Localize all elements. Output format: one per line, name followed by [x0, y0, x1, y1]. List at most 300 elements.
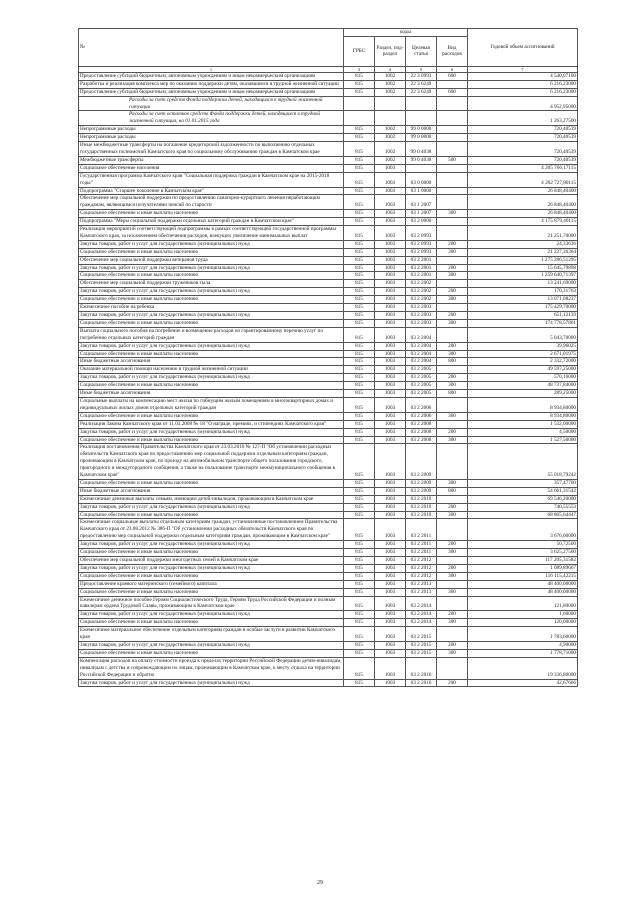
row-razdel: 1003: [375, 280, 406, 288]
row-grbs: 815: [344, 420, 375, 428]
row-grbs: 815: [344, 358, 375, 366]
row-name: Государственная программа Камчатского края "Социальная поддержка граждан в Камчатском крае на 2015-2018 годы": [79, 172, 344, 187]
row-name: Закупка товаров, работ и услуг для государственных (муниципальных) нужд: [79, 641, 344, 649]
row-expense-type: [437, 444, 468, 480]
row-expense-type: 300: [437, 649, 468, 657]
row-name: Иные межбюджетные трансферты на погашение кредиторской задолженности по выполнению отдельных государственных полномочий Камчатского края по социальному обслуживанию граждан в Камчатском крае: [79, 142, 344, 157]
row-razdel: 1003: [375, 366, 406, 374]
row-grbs: 815: [344, 580, 375, 588]
row-expense-type: 200: [437, 503, 468, 511]
row-expense-type: 300: [437, 588, 468, 596]
row-grbs: [344, 96, 375, 111]
table-row: [79, 88, 578, 96]
row-grbs: 815: [344, 549, 375, 557]
row-grbs: 815: [344, 280, 375, 288]
row-expense-type: 300: [437, 436, 468, 444]
row-target-article: 03 2 2016: [406, 679, 437, 687]
table-row: [79, 111, 578, 126]
row-grbs: 815: [344, 72, 375, 80]
row-amount: 8 934,80000: [468, 412, 578, 420]
row-name: Ежемесячные социальные выплаты отдельным категориям граждан, установленные постановлением Правительства Камчатского края от 23.08.2012 № 386-П "Об установлении расходных обязательств Камчатского края по предоставлению мер социальной поддержки отдельным категориям граждан, проживающим в Камчатском крае": [79, 519, 344, 541]
table-row: [79, 142, 578, 157]
column-number: 6: [437, 66, 468, 72]
row-grbs: 815: [344, 350, 375, 358]
row-amount: 1 527,50000: [468, 436, 578, 444]
table-body: [79, 72, 578, 687]
table-row: [79, 366, 578, 374]
row-target-article: 03 2 2006: [406, 397, 437, 412]
table-row: [79, 428, 578, 436]
row-target-article: 03 2 2003: [406, 304, 437, 312]
row-expense-type: 200: [437, 641, 468, 649]
row-grbs: 815: [344, 134, 375, 142]
row-grbs: 815: [344, 164, 375, 172]
row-razdel: 1003: [375, 679, 406, 687]
row-amount: 4 175 879,40115: [468, 218, 578, 226]
table-row: [79, 226, 578, 241]
row-razdel: 1002: [375, 134, 406, 142]
row-grbs: 815: [344, 256, 375, 264]
row-razdel: 1003: [375, 350, 406, 358]
row-target-article: [406, 164, 437, 172]
row-razdel: 1002: [375, 126, 406, 134]
row-razdel: 1002: [375, 88, 406, 96]
row-razdel: 1003: [375, 288, 406, 296]
row-expense-type: 300: [437, 619, 468, 627]
row-grbs: 815: [344, 428, 375, 436]
row-name: Закупка товаров, работ и услуг для государственных (муниципальных) нужд: [79, 541, 344, 549]
row-amount: 54 661,31542: [468, 487, 578, 495]
row-amount: 116 115,42215: [468, 572, 578, 580]
row-grbs: 815: [344, 272, 375, 280]
row-target-article: 03 2 2005: [406, 366, 437, 374]
table-row: [79, 312, 578, 320]
table-row: [79, 264, 578, 272]
row-expense-type: 300: [437, 479, 468, 487]
table-row: [79, 495, 578, 503]
row-razdel: 1003: [375, 172, 406, 187]
row-expense-type: [437, 126, 468, 134]
table-row: [79, 240, 578, 248]
row-razdel: 1003: [375, 390, 406, 398]
table-row: [79, 374, 578, 382]
row-razdel: 1003: [375, 187, 406, 195]
row-name: Обеспечение мер социальной поддержки тружеников тыла: [79, 280, 344, 288]
row-target-article: 03 2 0993: [406, 240, 437, 248]
row-target-article: 03 1 2007: [406, 195, 437, 210]
row-target-article: 03 2 2001: [406, 256, 437, 264]
row-target-article: 03 0 0000: [406, 172, 437, 187]
table-row: [79, 611, 578, 619]
row-target-article: 03 1 2007: [406, 210, 437, 218]
table-row: [79, 350, 578, 358]
table-row: [79, 627, 578, 642]
row-target-article: 03 2 2005: [406, 382, 437, 390]
table-row: [79, 572, 578, 580]
row-expense-type: [437, 327, 468, 342]
row-amount: 55 018,79242: [468, 444, 578, 480]
row-amount: 720,40539: [468, 134, 578, 142]
header-expense-type: Вид расходов: [437, 36, 468, 66]
table-row: [79, 327, 578, 342]
row-name: Непрограммные расходы: [79, 126, 344, 134]
row-amount: 6 216,23000: [468, 80, 578, 88]
row-grbs: 815: [344, 319, 375, 327]
table-row: [79, 580, 578, 588]
row-expense-type: 300: [437, 272, 468, 280]
table-row: [79, 304, 578, 312]
table-row: [79, 444, 578, 480]
table-row: [79, 256, 578, 264]
row-expense-type: [437, 142, 468, 157]
row-amount: 42,67666: [468, 679, 578, 687]
row-grbs: 815: [344, 649, 375, 657]
row-target-article: 03 2 2003: [406, 319, 437, 327]
row-amount: 4 205 766,17115: [468, 164, 578, 172]
row-amount: 26 848,40400: [468, 210, 578, 218]
row-target-article: 03 2 2001: [406, 272, 437, 280]
row-name: Социальное обеспечение и иные выплаты населению: [79, 649, 344, 657]
row-target-article: 03 2 2015: [406, 627, 437, 642]
row-amount: 720,40539: [468, 142, 578, 157]
row-target-article: 03 2 0000: [406, 218, 437, 226]
row-name: Социальное обеспечение и иные выплаты населению: [79, 296, 344, 304]
row-razdel: 1003: [375, 272, 406, 280]
table-row: [79, 649, 578, 657]
row-amount: 1 089,89667: [468, 564, 578, 572]
row-target-article: 03 2 2011: [406, 549, 437, 557]
row-target-article: 03 2 0993: [406, 248, 437, 256]
row-name: Закупка товаров, работ и услуг для государственных (муниципальных) нужд: [79, 374, 344, 382]
row-target-article: 03 2 2010: [406, 495, 437, 503]
row-razdel: 1003: [375, 596, 406, 611]
row-amount: 6 216,23000: [468, 88, 578, 96]
row-name: Социальное обеспечение и иные выплаты населению: [79, 572, 344, 580]
row-grbs: [344, 111, 375, 126]
table-row: [79, 187, 578, 195]
column-number: 1: [79, 66, 344, 72]
row-expense-type: [437, 519, 468, 541]
budget-table: [78, 28, 578, 687]
row-name: Реализация Закона Камчатского края от 11.03.2008 № 18 "О награде, премиях, и стипендиях Камчатского края": [79, 420, 344, 428]
row-amount: 19 336,80000: [468, 657, 578, 679]
row-grbs: 815: [344, 195, 375, 210]
row-target-article: 03 2 2008: [406, 436, 437, 444]
row-amount: 289,25000: [468, 390, 578, 398]
row-target-article: 03 2 2005: [406, 374, 437, 382]
row-expense-type: 300: [437, 511, 468, 519]
row-target-article: 99 0 4038: [406, 156, 437, 164]
row-name: Компенсация расходов на оплату стоимости проезда к пределах территории Российской Федерации детям-инвалидам, инвалидам с детства и сопровождающим их лицам, проживающим в Камчатском крае, к месту отдыха на территории Российской Федерации и обратно: [80, 657, 342, 678]
row-razdel: 1003: [375, 342, 406, 350]
table-row: [79, 511, 578, 519]
row-grbs: 815: [344, 187, 375, 195]
row-target-article: 03 2 2015: [406, 649, 437, 657]
row-amount: 117 205,31582: [468, 557, 578, 565]
row-amount: 720,40539: [468, 156, 578, 164]
row-name: Социальное обеспечение и иные выплаты населению: [79, 319, 344, 327]
row-razdel: 1003: [375, 580, 406, 588]
row-expense-type: [437, 657, 468, 679]
row-expense-type: 200: [437, 342, 468, 350]
row-grbs: 815: [344, 264, 375, 272]
row-expense-type: 200: [437, 374, 468, 382]
row-expense-type: 300: [437, 549, 468, 557]
row-amount: 1 778,71000: [468, 649, 578, 657]
row-razdel: 1003: [375, 495, 406, 503]
row-expense-type: [437, 172, 468, 187]
row-target-article: 03 2 2012: [406, 564, 437, 572]
page-number: 29: [317, 880, 323, 886]
row-name: Разработка и реализация комплекса мер по оказанию поддержки детям, оказавшимся в трудной жизненной ситуации: [79, 80, 344, 88]
row-razdel: 1002: [375, 80, 406, 88]
table-row: [79, 172, 578, 187]
row-expense-type: [437, 226, 468, 241]
row-target-article: 22 3 6249: [406, 80, 437, 88]
row-amount: 48 400,00000: [468, 588, 578, 596]
row-expense-type: 200: [437, 240, 468, 248]
table-row: [79, 164, 578, 172]
row-amount: 1 275 286,51295: [468, 256, 578, 264]
row-name: Реализация мероприятий соответствующей подпрограммы в рамках соответствующей государственной программы Камчатского края, за исключением обеспечения расходов, влекущих увеличение минимальных выплат: [79, 226, 344, 241]
row-expense-type: 200: [437, 264, 468, 272]
row-grbs: 815: [344, 156, 375, 164]
row-name: Ежемесячное пособие на ребенка: [79, 304, 344, 312]
row-razdel: 1003: [375, 487, 406, 495]
row-expense-type: [437, 111, 468, 126]
row-amount: 175 429,70000: [468, 304, 578, 312]
row-razdel: 1003: [375, 358, 406, 366]
row-grbs: 815: [344, 304, 375, 312]
row-name: Обеспечение мер социальной поддержки многодетных семей в Камчатском крае: [79, 557, 344, 565]
table-row: [79, 342, 578, 350]
row-name: Социальное обеспечение и иные выплаты населению: [79, 412, 344, 420]
row-amount: 4,90000: [468, 641, 578, 649]
row-grbs: 815: [344, 397, 375, 412]
table-row: [79, 420, 578, 428]
row-grbs: 815: [344, 436, 375, 444]
row-target-article: 03 2 2014: [406, 596, 437, 611]
row-amount: 13 241,69000: [468, 280, 578, 288]
row-razdel: 1003: [375, 382, 406, 390]
row-razdel: 1003: [375, 256, 406, 264]
row-expense-type: [437, 195, 468, 210]
row-grbs: 815: [344, 342, 375, 350]
table-row: [79, 218, 578, 226]
row-grbs: 815: [344, 126, 375, 134]
row-target-article: [406, 111, 437, 126]
row-razdel: 1003: [375, 210, 406, 218]
row-razdel: 1003: [375, 503, 406, 511]
row-name: Предоставление субсидий бюджетным, автономным учреждениям и иным некоммерческим организациям: [79, 88, 344, 96]
row-grbs: 815: [344, 541, 375, 549]
row-razdel: 1002: [375, 156, 406, 164]
row-name: Обеспечение мер социальной поддержки ветеранов труда: [79, 256, 344, 264]
table-row: [79, 412, 578, 420]
row-grbs: 815: [344, 374, 375, 382]
row-target-article: 03 2 2005: [406, 390, 437, 398]
row-grbs: 815: [344, 611, 375, 619]
row-razdel: 1003: [375, 226, 406, 241]
row-expense-type: 800: [437, 390, 468, 398]
row-grbs: 815: [344, 366, 375, 374]
row-razdel: 1003: [375, 588, 406, 596]
row-expense-type: 200: [437, 679, 468, 687]
row-name: Закупка товаров, работ и услуг для государственных (муниципальных) нужд: [79, 342, 344, 350]
row-name: Иные бюджетные ассигнования: [79, 487, 344, 495]
row-razdel: 1003: [375, 264, 406, 272]
row-razdel: 1003: [375, 641, 406, 649]
row-grbs: 815: [344, 88, 375, 96]
row-amount: 13 071,08237: [468, 296, 578, 304]
row-amount: 48 737,84000: [468, 382, 578, 390]
row-name: Оказание материальной помощи населению в трудной жизненной ситуации: [79, 366, 344, 374]
row-name: Закупка товаров, работ и услуг для государственных (муниципальных) нужд: [79, 611, 344, 619]
row-name: Ежемесячное материальное обеспечение отдельным категориям граждан в особые заслуги в развитии Камчатского края: [79, 627, 344, 642]
row-name: Закупка товаров, работ и услуг для государственных (муниципальных) нужд: [79, 679, 344, 687]
row-grbs: 815: [344, 288, 375, 296]
row-target-article: 03 2 2013: [406, 588, 437, 596]
row-name: Закупка товаров, работ и услуг для государственных (муниципальных) нужд: [79, 240, 344, 248]
row-expense-type: [437, 627, 468, 642]
row-target-article: 03 2 2013: [406, 580, 437, 588]
row-razdel: [375, 96, 406, 111]
table-row: [79, 296, 578, 304]
row-amount: 3 625,27500: [468, 549, 578, 557]
table-row: [79, 126, 578, 134]
row-target-article: 22 3 6249: [406, 88, 437, 96]
row-expense-type: [437, 280, 468, 288]
row-target-article: 03 2 2002: [406, 280, 437, 288]
row-target-article: 03 2 2003: [406, 312, 437, 320]
row-target-article: 03 2 2012: [406, 572, 437, 580]
row-grbs: 815: [344, 511, 375, 519]
row-target-article: 03 2 2014: [406, 619, 437, 627]
row-expense-type: [437, 596, 468, 611]
table-row: [79, 358, 578, 366]
row-amount: 48 400,00000: [468, 580, 578, 588]
row-name: Подпрограмма "Старшее поколение в Камчатском крае": [79, 187, 344, 195]
row-grbs: 815: [344, 80, 375, 88]
row-expense-type: 300: [437, 412, 468, 420]
row-razdel: 1003: [375, 374, 406, 382]
row-target-article: 03 2 0993: [406, 226, 437, 241]
row-target-article: 03 2 2009: [406, 479, 437, 487]
row-razdel: 1002: [375, 72, 406, 80]
row-target-article: 03 2 2004: [406, 358, 437, 366]
row-razdel: 1003: [375, 549, 406, 557]
row-grbs: 815: [344, 210, 375, 218]
table-row: [79, 596, 578, 611]
table-row: [79, 657, 578, 679]
header-target-article: Целевая статья: [406, 36, 437, 66]
row-razdel: 1003: [375, 436, 406, 444]
row-target-article: 03 2 2010: [406, 511, 437, 519]
row-expense-type: 200: [437, 312, 468, 320]
row-amount: 4 202 727,80115: [468, 172, 578, 187]
row-expense-type: 600: [437, 88, 468, 96]
row-grbs: 815: [344, 596, 375, 611]
row-expense-type: 300: [437, 350, 468, 358]
row-amount: 174 778,57861: [468, 319, 578, 327]
row-amount: 1,60000: [468, 611, 578, 619]
row-target-article: 03 2 2006: [406, 412, 437, 420]
row-amount: 570,16000: [468, 374, 578, 382]
row-expense-type: [437, 495, 468, 503]
row-name: Социальное обеспечение и иные выплаты населению: [79, 382, 344, 390]
row-grbs: 815: [344, 503, 375, 511]
row-expense-type: 200: [437, 541, 468, 549]
row-razdel: 1003: [375, 572, 406, 580]
table-row: [79, 390, 578, 398]
row-name: Закупка товаров, работ и услуг для государственных (муниципальных) нужд: [79, 428, 344, 436]
row-name: Социальное обеспечение и иные выплаты населению: [79, 248, 344, 256]
header-amount: Годовой объем ассигнований: [468, 29, 578, 67]
row-amount: 3 676,00000: [468, 519, 578, 541]
row-grbs: 815: [344, 226, 375, 241]
row-expense-type: 200: [437, 288, 468, 296]
row-grbs: 815: [344, 390, 375, 398]
budget-page: [78, 28, 578, 687]
row-grbs: 815: [344, 444, 375, 480]
row-amount: 4 952,95000: [468, 96, 578, 111]
row-grbs: 815: [344, 564, 375, 572]
header-grbs: ГРБС: [344, 36, 375, 66]
table-row: [79, 549, 578, 557]
row-expense-type: 300: [437, 319, 468, 327]
row-amount: 15 645,79898: [468, 264, 578, 272]
row-razdel: 1003: [375, 412, 406, 420]
row-target-article: 03 2 2011: [406, 541, 437, 549]
column-number: 3: [344, 66, 375, 72]
row-target-article: [406, 96, 437, 111]
table-row: [79, 272, 578, 280]
row-target-article: 99 0 4038: [406, 142, 437, 157]
row-razdel: 1003: [375, 541, 406, 549]
row-expense-type: 300: [437, 210, 468, 218]
table-row: [79, 134, 578, 142]
row-target-article: 03 2 2015: [406, 641, 437, 649]
row-expense-type: [437, 134, 468, 142]
column-number: 7: [468, 66, 578, 72]
row-name: Обеспечение мер социальной поддержки по предоставлению санаторно-курортного лечения неработающим гражданам, являющимся получателями пенсий по старости: [79, 195, 344, 210]
row-razdel: 1003: [375, 304, 406, 312]
row-amount: 26 848,40400: [468, 187, 578, 195]
row-name: Ежемесячное денежное пособие Героям Социалистического Труда, Героям Труда Российской Федерации и полным кавалерам ордена Трудовой Славы, проживающим в Камчатском крае: [79, 596, 344, 611]
table-row: [79, 397, 578, 412]
table-row: [79, 382, 578, 390]
row-grbs: 815: [344, 657, 375, 679]
row-amount: 1 263,27500: [468, 111, 578, 126]
row-name: Предоставление субсидий бюджетным, автономным учреждениям и иным некоммерческим организациям: [79, 72, 344, 80]
row-name: Межбюджетные трансферты: [79, 156, 344, 164]
row-amount: 4 540,07100: [468, 72, 578, 80]
row-name: Выплата социального пособия на погребение и возмещение расходов по гарантированному перечню услуг по погребению отдельных категорий граждан: [79, 327, 344, 342]
row-expense-type: 500: [437, 156, 468, 164]
row-expense-type: [437, 304, 468, 312]
row-amount: 121,80000: [468, 596, 578, 611]
row-name: Расходы за счет средств Фонда поддержки детей, находящихся в трудной жизненной ситуации: [79, 96, 344, 111]
table-row: [79, 248, 578, 256]
row-razdel: 1003: [375, 657, 406, 679]
row-razdel: 1003: [375, 327, 406, 342]
row-amount: 170,31763: [468, 288, 578, 296]
row-target-article: 03 2 2009: [406, 444, 437, 480]
row-name: Социальное обеспечение и иные выплаты населению: [79, 272, 344, 280]
row-target-article: 03 2 2002: [406, 288, 437, 296]
row-amount: 357,47700: [468, 479, 578, 487]
row-grbs: 815: [344, 641, 375, 649]
